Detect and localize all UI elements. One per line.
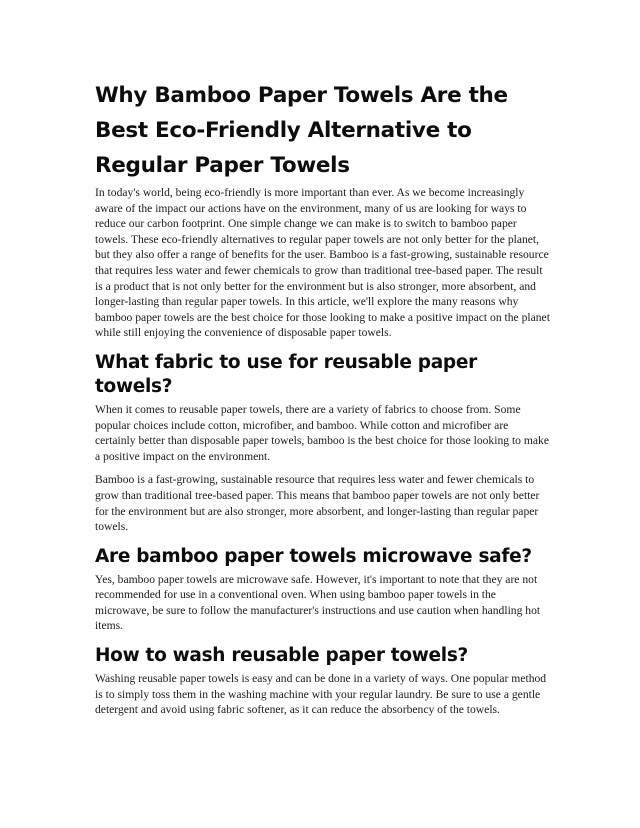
section-fabric (95, 351, 550, 535)
section-heading: Are bamboo paper towels microwave safe? (95, 545, 532, 567)
section-paragraph: Bamboo is a fast-growing, sustainable resource that requires less water and fewer chemicals to grow than traditional tree-based paper. This means that bamboo paper towels are not only better for the environment but are also stronger, more absorbent, and longer-lasting than regular paper towels. (95, 473, 540, 534)
section-paragraph: When it comes to reusable paper towels, there are a variety of fabrics to choose from. Some popular choices include cotton, microfiber, and bamboo. While cotton and microfiber are certainly better than disposable paper towels, bamboo is the best choice for those looking to make a positive impact on the environment. (95, 402, 549, 463)
section-paragraph: Yes, bamboo paper towels are microwave safe. However, it's important to note that they are not recommended for use in a conventional oven. When using bamboo paper towels in the microwave, be sure to follow the manufacturer's instructions and use caution when handling hot items. (95, 572, 541, 633)
document-page (95, 78, 550, 718)
intro-paragraph: In today's world, being eco-friendly is more important than ever. As we become increasingly aware of the impact our actions have on the environment, many of us are looking for ways to reduce our carbon footprint. One simple change we can make is to switch to bamboo paper towels. These eco-friendly alternatives to regular paper towels are not only better for the planet, but they also offer a range of benefits for the user. Bamboo is a fast-growing, sustainable resource that requires less water and fewer chemicals to grow than traditional tree-based paper. The result is a product that is not only better for the environment but is also stronger, more absorbent, and longer-lasting than regular paper towels. In this article, we'll explore the many reasons why bamboo paper towels are the best choice for those looking to make a positive impact on the planet while still enjoying the convenience of disposable paper towels. (95, 186, 550, 340)
section-paragraph: Washing reusable paper towels is easy and can be done in a variety of ways. One popular method is to simply toss them in the washing machine with your regular laundry. Be sure to use a gentle detergent and avoid using fabric softener, as it can reduce the absorbency of the towels. (95, 672, 547, 717)
section-washing (95, 644, 550, 718)
section-microwave (95, 545, 550, 634)
document-title: Why Bamboo Paper Towels Are the Best Eco-Friendly Alternative to Regular Paper Towels (95, 83, 508, 178)
section-heading: How to wash reusable paper towels? (95, 645, 468, 667)
section-heading: What fabric to use for reusable paper towels? (95, 351, 477, 397)
